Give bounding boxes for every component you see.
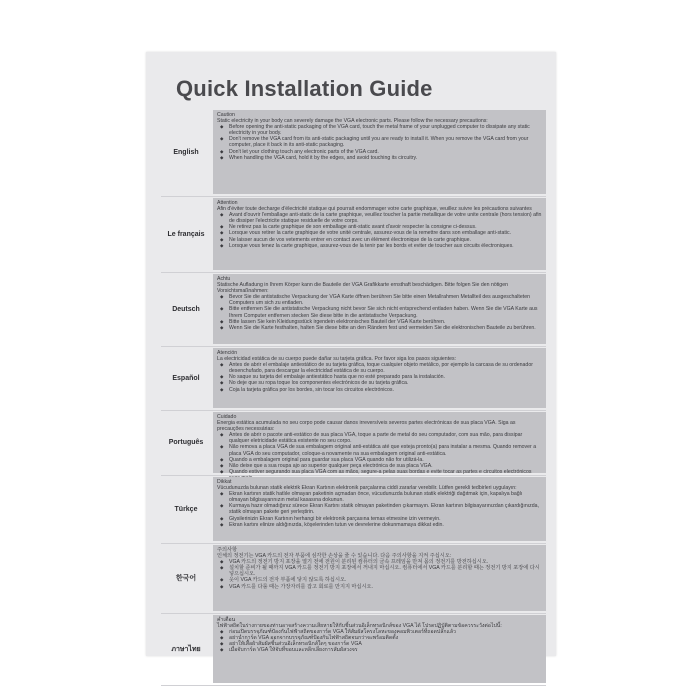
- precaution-item: ◆ Before opening the anti-static packaging of the VGA card, touch the metal frame of your unplugged computer to dissipate any static electricity in your body.: [217, 124, 542, 136]
- precaution-item: ◆ Bevor Sie die antistatische Verpackung der VGA Karte öffnen berühren Sie bitte einen Metallrahmen Metallteil des ausgeschalteten Computers um sich zu entladen.: [217, 294, 542, 306]
- language-label-portuguese: Português: [168, 439, 204, 446]
- caution-text-korean: [213, 545, 546, 611]
- precaution-item: ◆ Lorsque vous retirer la carte graphique de votre unité centrale, assurez-vous de la remettre dans son emballage anti-static.: [217, 230, 542, 236]
- precaution-item: ◆ ก่อนเปิดบรรจุภัณฑ์ป้องกันไฟฟ้าสถิตของการ์ด VGA ให้สัมผัสโครงโลหะของคอมพิวเตอร์ที่ถอดปลั๊กแล้ว: [217, 629, 542, 635]
- precaution-item: ◆ When handling the VGA card, hold it by the edges, and avoid touching its circuitry.: [217, 155, 542, 161]
- precaution-item: ◆ 옷이 VGA 카드의 전자 부품에 닿지 않도록 하십시오.: [217, 577, 542, 583]
- precaution-item: ◆ Giysilerinizin Ekran Kartının herhangi bir elektronik parçasına temas etmesine izin vermeyin.: [217, 516, 542, 522]
- caution-intro: Static electricity in your body can severely damage the VGA electronic parts. Please follow the necessary precautions:: [217, 118, 488, 125]
- precaution-item: ◆ Antes de abrir el embalaje antiestático de su tarjeta gráfica, toque cualquier objeto metálico, por ejemplo la carcasa de su ordenador desenchufado, para descargar la electricidad estática de su cuerpo.: [217, 362, 542, 374]
- precaution-item: ◆ Ekran kartını elinize aldığınızda, köşelerinden tutun ve devrelerine dokunmamaya dikkat edin.: [217, 522, 542, 528]
- precaution-item: ◆ Ne retirez pas la carte graphique de son emballage anti-static avant d'avoir respecter la consigne ci-dessus.: [217, 224, 542, 230]
- guide-sheet: [146, 52, 556, 656]
- language-label-spanish: Español: [172, 374, 200, 382]
- section-korean: [161, 543, 546, 614]
- section-portuguese: [161, 410, 546, 476]
- language-label-korean: 한국어: [175, 575, 197, 582]
- guide-title: Quick Installation Guide: [176, 76, 433, 101]
- precaution-item: ◆ No deje que su ropa toque los componentes electrónicos de su tarjeta gráfica.: [217, 380, 542, 386]
- precaution-item: ◆ Coja la tarjeta gráfica por los bordes, sin tocar los circuitos electrónicos.: [217, 387, 542, 393]
- precaution-item: ◆ Quando estiver segurando sua placa VGA com as mãos, segure-a pelas suas bordas e evite tocar as partes e circuitos electrónicos: [217, 469, 542, 481]
- precaution-item: ◆ Não remova a placa VGA de sua embalagem original anti-estática até que esteja pronto(a) para instalar a mesma. Quando remover a placa VGA do seu computador, coloque-a novamente na sua embalagem original anti-estática.: [217, 444, 542, 456]
- caution-intro: Energia estática acumulada no seu corpo pode causar danos irreversíveis severos partes electrónicas de sua placa VGA. Siga as precauções necessárias:: [217, 420, 516, 433]
- precaution-item: ◆ Lorsque vous tenez la carte graphique, assurez-vous de la tenir par les bords et eviter de toucher aux circuits électroniques.: [217, 243, 542, 249]
- section-turkish: [161, 475, 546, 544]
- caution-text-spanish: [213, 348, 546, 408]
- precaution-item: ◆ Ekran kartının statik hatlıle olmayan paketinin açmadan önce, vücudunuzda bulunan statik elektriği dağıtmak için, kapalıya bağlı olmayan bilgisayarınızın metal kasasına dokunun.: [217, 491, 542, 503]
- section-german: [161, 272, 546, 347]
- language-label-german: Deutsch: [172, 305, 200, 313]
- caution-heading: Cuidado: [217, 414, 237, 420]
- precaution-item: ◆ Ne laisser aucun de vos vetements entrer en contact avec un élément électronique de la carte graphique.: [217, 237, 542, 243]
- precaution-item: ◆ Bitte lassen Sie kein Kleidungsstück irgendein elektronisches Bauteil der VGA Karte berühren.: [217, 319, 542, 325]
- precaution-item: ◆ เมื่อจับการ์ด VGA ให้จับที่ขอบและหลีกเลี่ยงการสัมผัสวงจร: [217, 647, 542, 653]
- precaution-item: ◆ VGA 카드의 정전기 방지 포장을 열기 전에 전원이 분리된 컴퓨터의 금속 프레임을 만져 몸의 정전기를 방전하십시오.: [217, 559, 542, 565]
- caution-text-english: [213, 110, 546, 194]
- precaution-item: ◆ Kurmaya hazır olmadığınız sürece Ekran Kartını statik olmayan paketinden çıkarmayın. Ekran kartının bilgisayarınızdan çıkardığınızda, statik olmayan pakete geri yerleştirin.: [217, 503, 542, 515]
- caution-text-thai: [213, 615, 546, 683]
- caution-text-german: [213, 274, 546, 344]
- precaution-item: ◆ Não deixe que a sua roupa ajo ao superior qualquer peça electrónica de sua placa VGA.: [217, 463, 542, 469]
- precaution-item: ◆ No saque su tarjeta del embalaje antiestático hasta que no esté preparado para la instalación.: [217, 374, 542, 380]
- precaution-item: ◆ อย่าให้เสื้อผ้าสัมผัสชิ้นส่วนอิเล็กทรอนิกส์ใดๆ ของการ์ด VGA: [217, 641, 542, 647]
- precaution-item: ◆ Avant d'ouvrir l'emballage anti-static de la carte graphique, veuillez toucher la partie metallique de votre unite centrale (hors tension) afin de dissiper l'electricite statique residuelle de votre corps.: [217, 212, 542, 224]
- caution-text-turkish: [213, 477, 546, 541]
- section-spanish: [161, 346, 546, 411]
- caution-heading: 주의사항: [217, 547, 238, 553]
- precaution-item: ◆ Antes de abrir o pacote anti-estático de sua placa VGA, toque a parte de metal do seu computador, com sua mão, para dissipar qualquer eletricidade estática existente no seu corpo.: [217, 432, 542, 444]
- caution-text-portuguese: [213, 412, 546, 473]
- caution-heading: คำเตือน: [217, 617, 236, 623]
- section-french: [161, 196, 546, 273]
- precaution-item: ◆ Wenn Sie die Karte festhalten, halten Sie diese bitte an den Rändern fest und vermeiden Sie die elektronischen Bauteile zu berühren.: [217, 325, 542, 331]
- caution-heading: Caution: [217, 112, 235, 118]
- precaution-item: ◆ อย่านำการ์ด VGA ออกจากบรรจุภัณฑ์ป้องกันไฟฟ้าสถิตจนกว่าจะพร้อมติดตั้ง: [217, 635, 542, 641]
- caution-heading: Dikkat: [217, 479, 232, 485]
- language-label-turkish: Türkçe: [174, 505, 198, 513]
- caution-text-french: [213, 198, 546, 270]
- caution-heading: Attention: [217, 200, 238, 206]
- precaution-item: ◆ Quando a embalagem original para guardar sua placa VGA quando não for utilizá-la.: [217, 457, 542, 463]
- caution-heading: Atención: [217, 350, 238, 356]
- caution-intro: Vücudunuzda bulunan statik elektrik Ekran Kartının elektronik parçalarına ciddi zararlar verebilir. Lütfen gerekli tedbirleri uygulayın:: [217, 485, 517, 492]
- precaution-item: ◆ Don't remove the VGA card from its anti-static packaging until you are ready to install it. When you remove the VGA card from your computer, place it back in its anti-static packaging.: [217, 136, 542, 148]
- precaution-item: ◆ VGA 카드를 다룰 때는 가장자리를 잡고 회로를 만지지 마십시오.: [217, 584, 542, 590]
- caution-intro: 인체의 정전기는 VGA 카드의 전자 부품에 심각한 손상을 줄 수 있습니다. 다음 주의사항을 지켜 주십시오:: [217, 553, 452, 560]
- precaution-item: ◆ Don't let your clothing touch any electronic parts of the VGA card.: [217, 149, 542, 155]
- caution-intro: La electricidad estática de su cuerpo puede dañar su tarjeta gráfica. Por favor siga los pasos siguientes:: [217, 356, 457, 363]
- caution-intro: Afin d'éviter toute decharge d'électricité statique qui pourrait endommager votre carte graphique, veuillez suivre les précautions suivantes: [217, 206, 532, 213]
- language-label-english: English: [173, 148, 199, 156]
- section-english: [161, 108, 546, 197]
- language-label-thai: ภาษาไทย: [171, 645, 201, 653]
- precaution-item: ◆ Bitte entfernen Sie die antistatische Verpackung nicht bevor Sie sich nicht entsprechend entladen haben. Wenn Sie die VGA Karte aus Ihrem Computer entfernen stecken Sie diese bitte in die antistatische Verpackung.: [217, 306, 542, 318]
- caution-intro: Statische Aufladung in Ihrem Körper kann die Bauteile der VGA Grafikkarte ernsthaft beschädigen. Bitte folgen Sie den nötigen Vorsichtsmaßnahmen:: [217, 282, 508, 295]
- language-label-french: Le français: [167, 230, 205, 238]
- section-thai: [161, 613, 546, 686]
- caution-intro: ไฟฟ้าสถิตในร่างกายของท่านอาจสร้างความเสียหายให้กับชิ้นส่วนอิเล็กทรอนิกส์ของ VGA ได้ โปรดปฏิบัติตามข้อควรระวังต่อไปนี้:: [217, 623, 502, 630]
- caution-heading: Achtu: [217, 276, 231, 282]
- precaution-item: ◆ 설치할 준비가 될 때까지 VGA 카드를 정전기 방지 포장에서 꺼내지 마십시오. 컴퓨터에서 VGA 카드를 분리할 때는 정전기 방지 포장에 다시 넣으십시오.: [217, 565, 542, 577]
